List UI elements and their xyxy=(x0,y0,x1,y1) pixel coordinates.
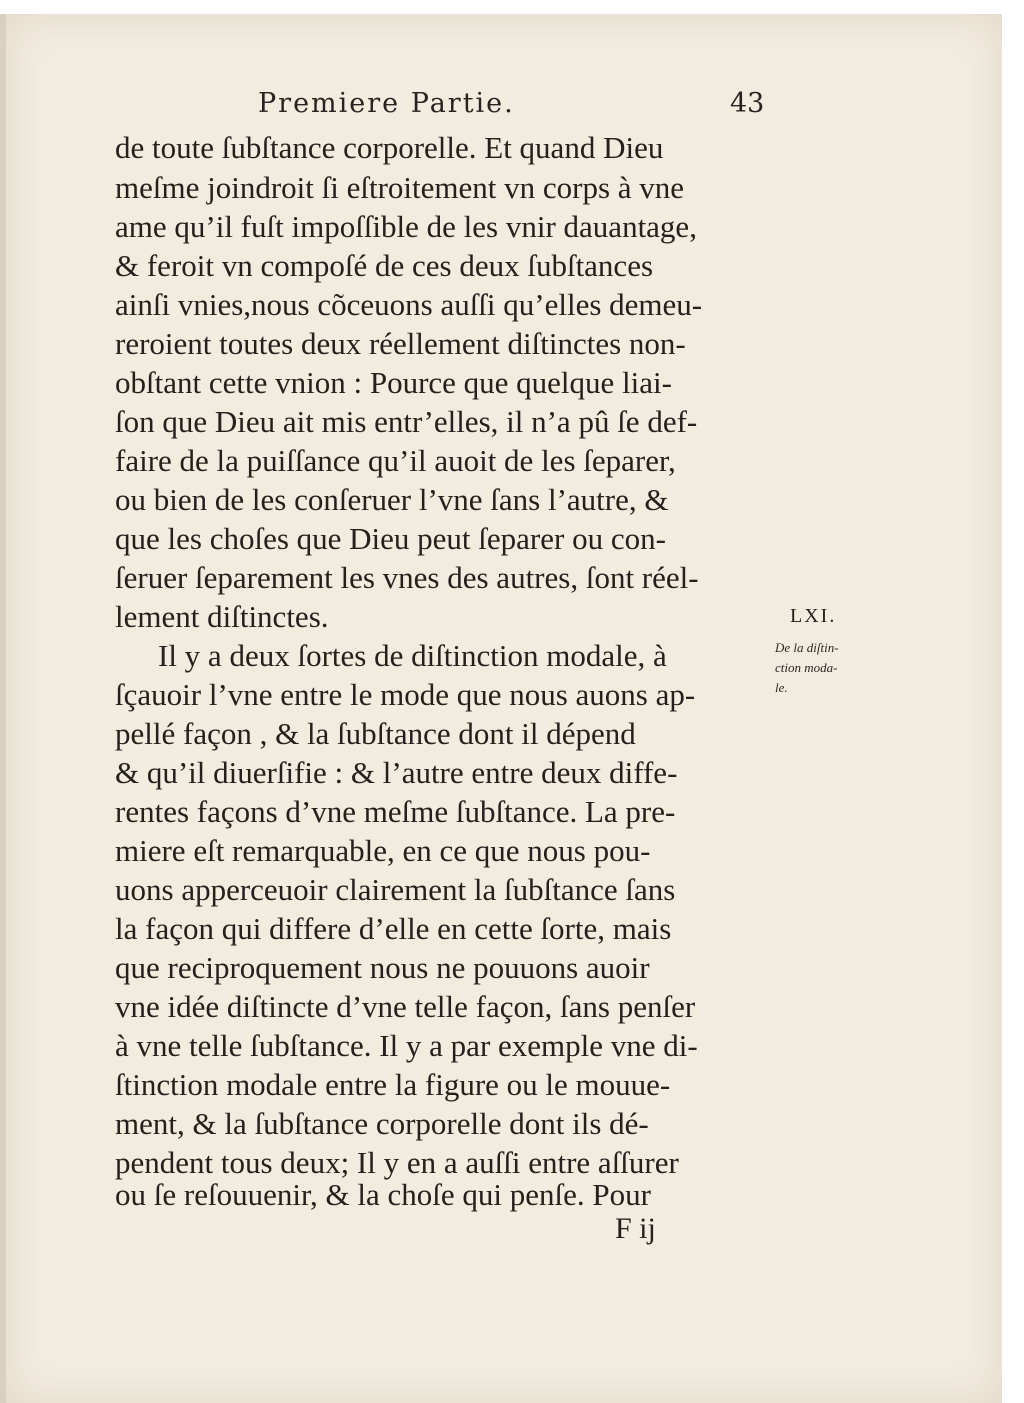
text-line: ame qu’il fuſt impoſſible de les vnir dauantage, xyxy=(115,209,697,244)
paragraph-start-line: Il y a deux ſortes de diſtinction modale, à xyxy=(158,638,667,673)
text-line: pellé façon , & la ſubſtance dont il dépend xyxy=(115,716,636,751)
text-line: vne idée diſtincte d’vne telle façon, ſans penſer xyxy=(115,989,696,1024)
text-line: que les choſes que Dieu peut ſeparer ou con- xyxy=(115,521,666,556)
margin-article-number: LXI. xyxy=(790,605,837,627)
text-line: ſçauoir l’vne entre le mode que nous auons ap- xyxy=(115,677,696,712)
text-line: & feroit vn compoſé de ces deux ſubſtances xyxy=(115,248,654,283)
text-line: lement diſtinctes. xyxy=(115,599,329,634)
text-line: obſtant cette vnion : Pource que quelque liai- xyxy=(115,365,672,400)
text-line: meſme joindroit ſi eſtroitement vn corps à vne xyxy=(115,170,685,205)
text-line: la façon qui differe d’elle en cette ſorte, mais xyxy=(115,911,672,946)
text-line: ſon que Dieu ait mis entr’elles, il n’a pû ſe def- xyxy=(115,404,698,439)
text-line: faire de la puiſſance qu’il auoit de les ſeparer, xyxy=(115,443,676,478)
page-number: 43 xyxy=(730,88,765,119)
text-line: ou ſe reſouuenir, & la choſe qui penſe. Pour xyxy=(115,1177,651,1212)
signature-mark: F ij xyxy=(615,1212,656,1245)
text-line: ſeruer ſeparement les vnes des autres, ſont réel- xyxy=(115,560,699,595)
text-line: ainſi vnies,nous cõceuons auſſi qu’elles demeu- xyxy=(115,287,703,322)
text-line: à vne telle ſubſtance. Il y a par exemple vne di- xyxy=(115,1028,698,1063)
text-line: reroient toutes deux réellement diſtinctes non- xyxy=(115,326,686,361)
text-line: rentes façons d’vne meſme ſubſtance. La pre- xyxy=(115,794,676,829)
text-line: ment, & la ſubſtance corporelle dont ils dé- xyxy=(115,1106,649,1141)
margin-note-line: De la diſtin- xyxy=(775,640,839,655)
text-line: que reciproquement nous ne pouuons auoir xyxy=(115,950,650,985)
margin-note-line: ction moda- xyxy=(775,660,838,675)
running-head: Premiere Partie. xyxy=(258,88,515,119)
text-line: pendent tous deux; Il y en a auſſi entre aſſurer xyxy=(115,1145,679,1180)
text-line: ou bien de les conſeruer l’vne ſans l’autre, & xyxy=(115,482,669,517)
text-line: uons apperceuoir clairement la ſubſtance ſans xyxy=(115,872,676,907)
margin-note-line: le. xyxy=(775,680,788,695)
text-line: & qu’il diuerſifie : & l’autre entre deux diffe- xyxy=(115,755,678,790)
text-line: de toute ſubſtance corporelle. Et quand Dieu xyxy=(115,130,664,165)
text-line: ſtinction modale entre la figure ou le mouue- xyxy=(115,1067,671,1102)
text-line: miere eſt remarquable, en ce que nous pou- xyxy=(115,833,651,868)
